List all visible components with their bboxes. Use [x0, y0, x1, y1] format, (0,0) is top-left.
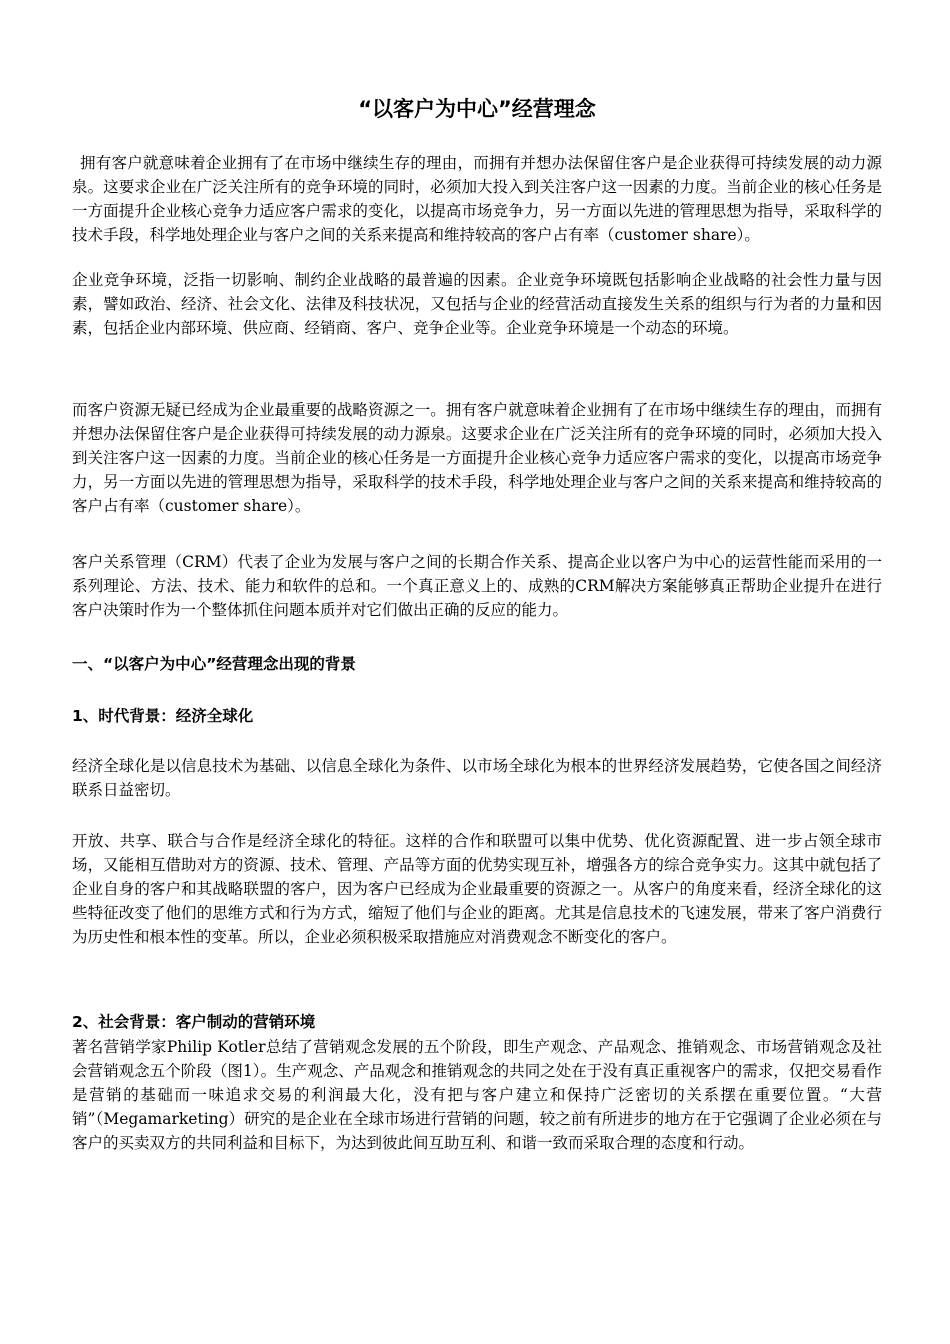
paragraph-globalization-features: 开放、共享、联合与合作是经济全球化的特征。这样的合作和联盟可以集中优势、优化资源配置、进一步占领全球市场，又能相互借助对方的资源、技术、管理、产品等方面的优势实现互补，增强各方的综合竞争实力。这其中就包括了企业自身的客户和其战略联盟的客户，因为客户已经成为企业最重要的资源之一。从客户的角度来看，经济全球化的这些特征改变了他们的思维方式和行为方式，缩短了他们与企业的距离。尤其是信息技术的飞速发展，带来了客户消费行为历史性和根本性的变革。所以，企业必须积极采取措施应对消费观念不断变化的客户。 — [72, 832, 882, 946]
paragraph-customer-resources: 而客户资源无疑已经成为企业最重要的战略资源之一。拥有客户就意味着企业拥有了在市场中继续生存的理由，而拥有并想办法保留住客户是企业获得可持续发展的动力源泉。这要求企业在广泛关注所有的竞争环境的同时，必须加大投入到关注客户这一因素的力度。当前企业的核心任务是一方面提升企业核心竞争力适应客户需求的变化，以提高市场竞争力，另一方面以先进的管理思想为指导，采取科学的技术手段，科学地处理企业与客户之间的关系来提高和维持较高的客户占有率（customer share）。 — [72, 401, 882, 515]
document-title: “以客户为中心”经营理念 — [358, 97, 596, 121]
paragraph-globalization: 经济全球化是以信息技术为基础、以信息全球化为条件、以市场全球化为根本的世界经济发展趋势，它使各国之间经济联系日益密切。 — [72, 757, 882, 799]
paragraph-crm: 客户关系管理（CRM）代表了企业为发展与客户之间的长期合作关系、提高企业以客户为中心的运营性能而采用的一系列理论、方法、技术、能力和软件的总和。一个真正意义上的、成熟的CRM解决方案能够真正帮助企业提升在进行客户决策时作为一个整体抓住问题本质并对它们做出正确的反应的能力。 — [72, 553, 882, 619]
section-heading-background: 一、“以客户为中心”经营理念出现的背景 — [72, 655, 356, 673]
subsection-heading-social: 2、社会背景：客户制动的营销环境 — [72, 1013, 316, 1031]
paragraph-competitive-environment: 企业竞争环境，泛指一切影响、制约企业战略的最普遍的因素。企业竞争环境既包括影响企业战略的社会性力量与因素，譬如政治、经济、社会文化、法律及科技状况，又包括与企业的经营活动直接发生关系的组织与行为者的力量和因素，包括企业内部环境、供应商、经销商、客户、竞争企业等。企业竞争环境是一个动态的环境。 — [72, 271, 882, 337]
paragraph-marketing: 著名营销学家Philip Kotler总结了营销观念发展的五个阶段，即生产观念、产品观念、推销观念、市场营销观念及社会营销观念五个阶段（图1）。生产观念、产品观念和推销观念的共同之处在于没有真正重视客户的需求，仅把交易看作是营销的基础而一味追求交易的利润最大化，没有把与客户建立和保持广泛密切的关系摆在重要位置。“大营销”（Megamarketing）研究的是企业在全球市场进行营销的问题，较之前有所进步的地方在于它强调了企业必须在与客户的买卖双方的共同利益和目标下，为达到彼此间互助互利、和谐一致而采取合理的态度和行动。 — [72, 1038, 882, 1152]
subsection-heading-globalization: 1、时代背景：经济全球化 — [72, 707, 254, 725]
paragraph-intro: 拥有客户就意味着企业拥有了在市场中继续生存的理由，而拥有并想办法保留住客户是企业获得可持续发展的动力源泉。这要求企业在广泛关注所有的竞争环境的同时，必须加大投入到关注客户这一因素的力度。当前企业的核心任务是一方面提升企业核心竞争力适应客户需求的变化，以提高市场竞争力，另一方面以先进的管理思想为指导，采取科学的技术手段，科学地处理企业与客户之间的关系来提高和维持较高的客户占有率（customer share）。 — [72, 154, 882, 244]
